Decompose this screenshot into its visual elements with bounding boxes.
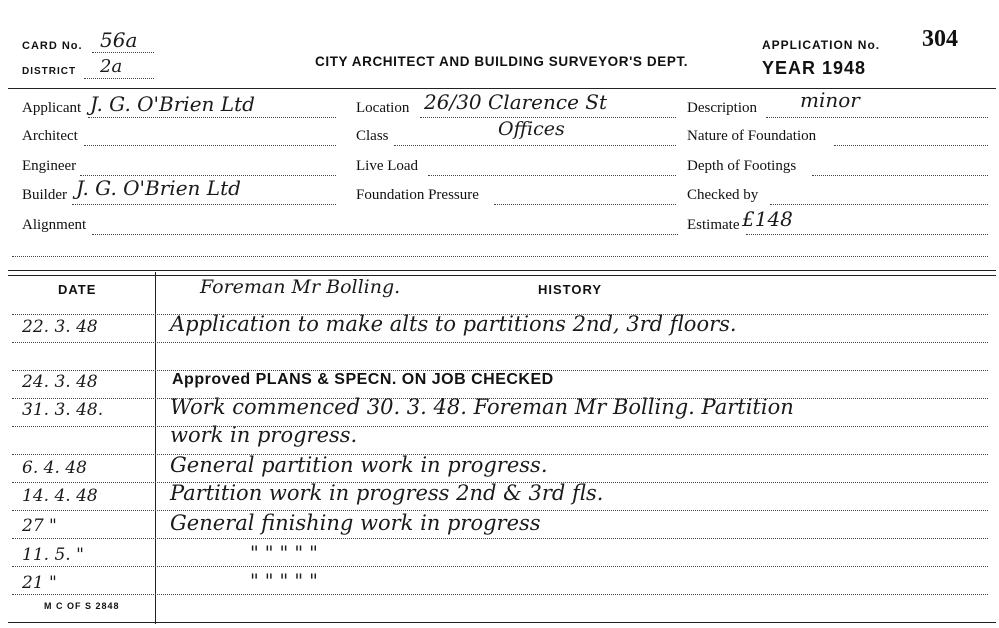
form-code: M C OF S 2848 xyxy=(44,601,120,611)
application-no-value: 304 xyxy=(922,26,958,52)
card-no-label: CARD No. xyxy=(22,40,83,52)
history-entry: Partition work in progress 2nd & 3rd fls. xyxy=(170,481,604,505)
history-date: 27 " xyxy=(22,516,57,536)
date-column-header: DATE xyxy=(58,282,97,297)
location-value: 26/30 Clarence St xyxy=(424,90,608,114)
history-entry: Application to make alts to partitions 2nd, 3rd floors. xyxy=(170,312,737,336)
estimate-value: £148 xyxy=(742,207,793,231)
district-value: 2a xyxy=(100,56,123,77)
year-label: YEAR 1948 xyxy=(762,58,867,78)
history-date: 31. 3. 48. xyxy=(22,400,104,420)
history-date: 14. 4. 48 xyxy=(22,486,98,506)
description-value: minor xyxy=(800,88,860,112)
applicant-value: J. G. O'Brien Ltd xyxy=(90,92,255,116)
live-load-label: Live Load xyxy=(356,158,419,174)
history-entry: Work commenced 30. 3. 48. Foreman Mr Bolling. Partition xyxy=(170,395,794,419)
foreman-note: Foreman Mr Bolling. xyxy=(200,276,401,298)
history-date: 21 " xyxy=(22,573,57,593)
history-entry: work in progress. xyxy=(170,423,358,447)
location-label: Location xyxy=(356,100,410,116)
engineer-label: Engineer xyxy=(22,158,77,174)
dept-title: CITY ARCHITECT AND BUILDING SURVEYOR'S DEPT. xyxy=(315,54,689,69)
builder-value: J. G. O'Brien Ltd xyxy=(76,176,241,200)
history-entry: Approved PLANS & SPECN. ON JOB CHECKED xyxy=(172,371,554,388)
nature-of-foundation-label: Nature of Foundation xyxy=(687,128,817,144)
history-entry: " " " " " xyxy=(250,570,318,592)
history-entry: " " " " " xyxy=(250,542,318,564)
applicant-label: Applicant xyxy=(22,100,82,116)
alignment-label: Alignment xyxy=(22,217,87,233)
description-label: Description xyxy=(687,100,757,116)
history-date: 11. 5. " xyxy=(22,545,84,565)
foundation-pressure-label: Foundation Pressure xyxy=(356,187,479,203)
class-value: Offices xyxy=(498,118,565,140)
history-date: 6. 4. 48 xyxy=(22,458,87,478)
district-label: DISTRICT xyxy=(22,66,77,77)
checked-by-label: Checked by xyxy=(687,187,759,203)
history-column-header: HISTORY xyxy=(538,282,603,297)
card-no-value: 56a xyxy=(100,28,138,52)
architect-label: Architect xyxy=(22,128,78,144)
depth-of-footings-label: Depth of Footings xyxy=(687,158,797,174)
builder-label: Builder xyxy=(22,187,67,203)
class-label: Class xyxy=(356,128,389,144)
history-date: 24. 3. 48 xyxy=(22,372,98,392)
estimate-label: Estimate xyxy=(687,217,740,233)
history-date: 22. 3. 48 xyxy=(22,317,98,337)
history-entry: General partition work in progress. xyxy=(170,453,548,477)
application-no-label: APPLICATION No. xyxy=(762,38,881,52)
history-entry: General finishing work in progress xyxy=(170,511,541,535)
